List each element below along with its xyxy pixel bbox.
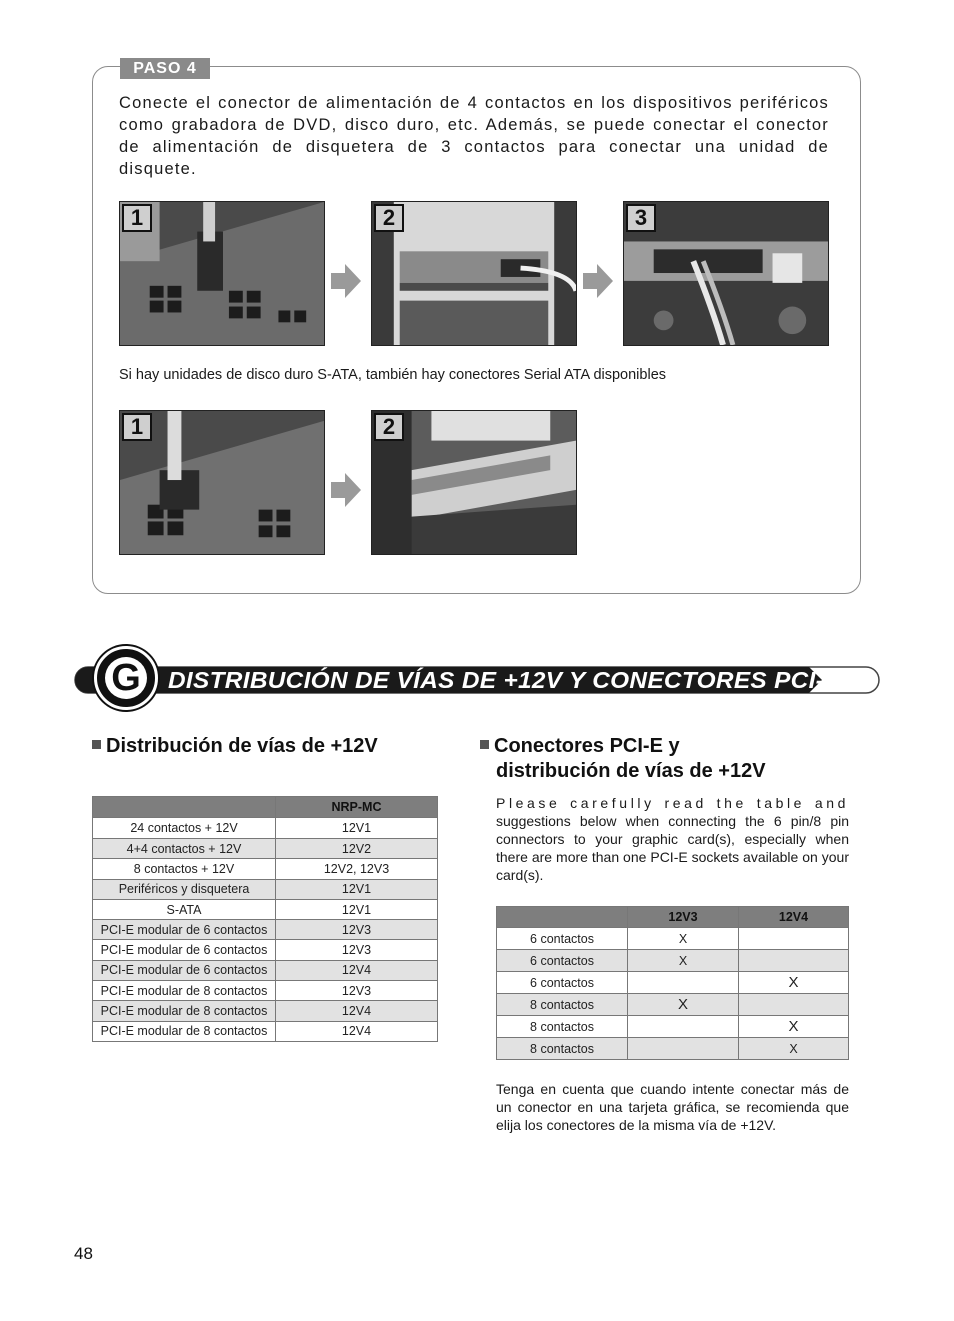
- table-cell: 6 contactos: [497, 972, 628, 994]
- photo-number-badge: 3: [626, 204, 656, 232]
- photo-number-badge: 2: [374, 204, 404, 232]
- photo-number-badge: 2: [374, 413, 404, 441]
- table-header-cell: [497, 907, 628, 928]
- psu-connector-photo: [119, 410, 325, 555]
- table-row: [93, 1001, 438, 1021]
- table-cell: 12V1: [276, 818, 438, 839]
- table-header-row: [497, 907, 849, 928]
- bullet-square-icon: [92, 740, 101, 749]
- table-cell: [628, 972, 739, 994]
- table-cell: 12V2, 12V3: [276, 859, 438, 879]
- table-cell: 12V4: [276, 1001, 438, 1021]
- arrow-right-icon: [331, 473, 361, 507]
- table-row: [497, 928, 849, 950]
- section-title: DISTRIBUCIÓN DE VÍAS DE +12V Y CONECTORES PCI-E: [168, 667, 841, 693]
- table-cell: 12V3: [276, 981, 438, 1001]
- table-header-row: [93, 797, 438, 818]
- english-instructions-line1: Please carefully read the table and: [496, 795, 849, 811]
- table-header-cell: 12V3: [628, 907, 739, 928]
- table-cell: 12V2: [276, 839, 438, 859]
- sata-drive-photo: [371, 410, 577, 555]
- table-cell: X: [628, 994, 739, 1016]
- right-heading-line1: Conectores PCI-E y: [494, 735, 680, 757]
- table-cell: 8 contactos: [497, 1038, 628, 1060]
- table-cell: [739, 950, 849, 972]
- table-row: [93, 920, 438, 940]
- table-cell: 12V1: [276, 879, 438, 899]
- table-header-cell: [93, 797, 276, 818]
- english-instructions: [496, 794, 849, 884]
- table-row: [93, 960, 438, 980]
- dvd-drive-photo: [371, 201, 577, 346]
- table-cell: 12V3: [276, 940, 438, 960]
- photo-number-badge: 1: [122, 413, 152, 441]
- table-row: [93, 1021, 438, 1041]
- table-cell: X: [739, 1016, 849, 1038]
- table-cell: PCI-E modular de 6 contactos: [93, 920, 276, 940]
- table-cell: [739, 994, 849, 1016]
- table-row: [93, 818, 438, 839]
- table-row: [93, 879, 438, 899]
- table-cell: X: [628, 928, 739, 950]
- table-cell: 24 contactos + 12V: [93, 818, 276, 839]
- table-row: [497, 1038, 849, 1060]
- table-row: [497, 1016, 849, 1038]
- table-cell: PCI-E modular de 6 contactos: [93, 940, 276, 960]
- table-header-cell: 12V4: [739, 907, 849, 928]
- step-label: PASO 4: [120, 58, 210, 79]
- table-cell: Periféricos y disquetera: [93, 879, 276, 899]
- table-cell: PCI-E modular de 6 contactos: [93, 960, 276, 980]
- table-cell: 8 contactos: [497, 1016, 628, 1038]
- table-cell: 6 contactos: [497, 928, 628, 950]
- table-row: [93, 940, 438, 960]
- table-cell: [628, 1016, 739, 1038]
- step-instructions: Conecte el conector de alimentación de 4 contactos en los dispositivos periféricos como grabadora de DVD, disco duro, etc. Además, se puede conectar el conector de alimentación de disquetera de 3 contactos para conectar una unidad de disquete.: [119, 94, 829, 178]
- table-cell: 12V3: [276, 920, 438, 940]
- table-cell: 12V1: [276, 899, 438, 919]
- table-header-cell: NRP-MC: [276, 797, 438, 818]
- bullet-square-icon: [480, 740, 489, 749]
- table-row: [497, 994, 849, 1016]
- table-cell: S-ATA: [93, 899, 276, 919]
- right-heading: [480, 734, 860, 784]
- table-row: [497, 950, 849, 972]
- left-heading-text: Distribución de vías de +12V: [106, 735, 378, 757]
- table-cell: 8 contactos + 12V: [93, 859, 276, 879]
- left-heading: [92, 734, 472, 759]
- table-row: [93, 859, 438, 879]
- table-cell: 4+4 contactos + 12V: [93, 839, 276, 859]
- table-cell: X: [739, 1038, 849, 1060]
- table-cell: PCI-E modular de 8 contactos: [93, 1001, 276, 1021]
- table-cell: 8 contactos: [497, 994, 628, 1016]
- table-row: [93, 981, 438, 1001]
- spanish-note: Tenga en cuenta que cuando intente conectar más de un conector en una tarjeta gráfica, se recomienda que elija los conectores de la misma vía de +12V.: [496, 1081, 849, 1133]
- arrow-right-icon: [583, 264, 613, 298]
- pcie-connector-table: [496, 906, 849, 1060]
- table-cell: [739, 928, 849, 950]
- table-cell: [628, 1038, 739, 1060]
- table-cell: PCI-E modular de 8 contactos: [93, 1021, 276, 1041]
- photo-number-badge: 1: [122, 204, 152, 232]
- table-row: [497, 972, 849, 994]
- table-row: [93, 899, 438, 919]
- table-cell: X: [628, 950, 739, 972]
- sata-note: Si hay unidades de disco duro S-ATA, también hay conectores Serial ATA disponibles: [119, 367, 667, 383]
- english-instructions-rest: suggestions below when connecting the 6 pin/8 pin connectors to your graphic card(s), especially when there are more than one PCI-E sockets available on your card(s).: [496, 813, 849, 883]
- table-cell: 12V4: [276, 960, 438, 980]
- section-letter: G: [105, 657, 147, 699]
- floppy-cable-photo: [623, 201, 829, 346]
- psu-connector-photo: [119, 201, 325, 346]
- table-cell: PCI-E modular de 8 contactos: [93, 981, 276, 1001]
- page-number: 48: [74, 1244, 93, 1263]
- rail-distribution-table: [92, 796, 438, 1042]
- table-row: [93, 839, 438, 859]
- table-cell: 12V4: [276, 1021, 438, 1041]
- arrow-right-icon: [331, 264, 361, 298]
- section-letter-badge: [94, 646, 158, 710]
- table-cell: 6 contactos: [497, 950, 628, 972]
- right-heading-line2: distribución de vías de +12V: [496, 760, 766, 782]
- table-cell: X: [739, 972, 849, 994]
